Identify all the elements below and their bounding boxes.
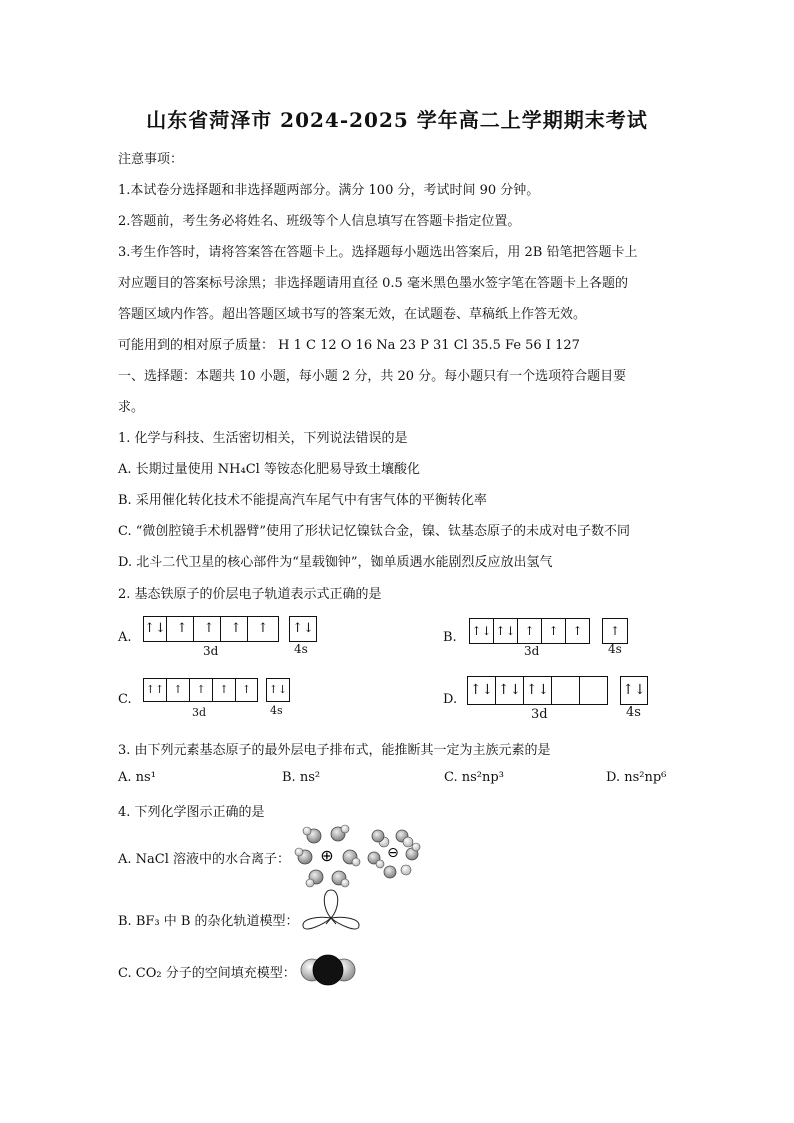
notice-item-3-line-3: 答题区域内作答。超出答题区域书写的答案无效，在试题卷、草稿纸上作答无效。 — [118, 307, 587, 322]
section-1-heading-cont: 求。 — [118, 400, 145, 415]
q2-option-c-4s-label: 4s — [270, 704, 283, 717]
notice-item-1: 1.本试卷分选择题和非选择题两部分。满分 100 分，考试时间 90 分钟。 — [118, 183, 540, 198]
notice-item-3-line-1: 3.考生作答时，请将答案答在答题卡上。选择题每小题选出答案后，用 2B 铅笔把答题卡上 — [118, 245, 638, 260]
orbital-cell: ↑↓ — [622, 682, 646, 698]
q1-option-a: A. 长期过量使用 NH₄Cl 等铵态化肥易导致土壤酸化 — [118, 462, 420, 477]
q2-option-a-3d-box — [143, 616, 279, 642]
orbital-cell: ↑↓ — [292, 621, 314, 636]
orbital-cell: ↑↓ — [268, 683, 288, 696]
q2-option-a-label: A. — [118, 630, 132, 645]
hydrated-ions-figure — [294, 822, 424, 888]
orbital-cell: ↑ — [190, 679, 213, 701]
orbital-cell: ↑ — [572, 624, 583, 638]
q2-option-b-4s-label: 4s — [608, 642, 622, 656]
q3-option-b: B. ns² — [282, 770, 321, 785]
q2-option-c-3d-label: 3d — [192, 706, 207, 719]
q3-option-d: D. ns²np⁶ — [606, 770, 667, 785]
orbital-cell: ↑↓ — [524, 677, 552, 704]
cation-cluster — [295, 825, 360, 887]
anion-cluster — [368, 830, 420, 878]
q3-option-c: C. ns²np³ — [444, 770, 504, 785]
q2-option-d-4s-box — [620, 676, 648, 705]
notice-heading: 注意事项： — [118, 152, 184, 167]
q1-option-b: B. 采用催化转化技术不能提高汽车尾气中有害气体的平衡转化率 — [118, 493, 487, 508]
orbital-cell: ↑↓ — [468, 677, 496, 704]
q2-option-d-3d-label: 3d — [531, 707, 548, 722]
orbital-cell — [580, 677, 607, 704]
orbital-cell: ↑↓ — [144, 617, 167, 641]
q1-stem: 1. 化学与科技、生活密切相关，下列说法错误的是 — [118, 431, 408, 446]
q2-option-c-4s-box — [266, 678, 290, 702]
orbital-cell: ↑ — [198, 617, 221, 641]
q2-option-b-3d-label: 3d — [524, 644, 540, 658]
q2-option-c-3d-box — [143, 678, 258, 702]
page-title: 山东省菏泽市 2024-2025 学年高二上学期期末考试 — [146, 108, 648, 132]
q4-stem: 4. 下列化学图示正确的是 — [118, 805, 265, 820]
q2-option-d-4s-label: 4s — [626, 705, 641, 720]
orbital-cell: ↑ — [241, 683, 252, 696]
q2-option-a-3d-label: 3d — [203, 644, 219, 658]
q2-option-d-label: D. — [443, 692, 458, 707]
q2-stem: 2. 基态铁原子的价层电子轨道表示式正确的是 — [118, 587, 382, 602]
q4-option-a: A. NaCl 溶液中的水合离子： — [118, 852, 291, 867]
orbital-cell: ↑ — [167, 679, 190, 701]
orbital-cell — [552, 677, 580, 704]
atomic-masses: 可能用到的相对原子质量： H 1 C 12 O 16 Na 23 P 31 Cl 35.5 Fe 56 I 127 — [118, 338, 580, 353]
co2-space-filling-model-figure — [300, 952, 356, 988]
q2-option-b-4s-box — [602, 618, 628, 644]
orbital-cell: ↑↓ — [470, 619, 494, 643]
orbital-cell: ↑ — [542, 619, 566, 643]
orbital-cell: ↑↓ — [496, 677, 524, 704]
cation-plus-sign: ⊕ — [320, 846, 334, 865]
q4-option-b: B. BF₃ 中 B 的杂化轨道模型： — [118, 914, 299, 929]
q1-option-d: D. 北斗二代卫星的核心部件为“星载铷钟”，铷单质遇水能剧烈反应放出氢气 — [118, 555, 553, 570]
orbital-cell: ↑ — [257, 621, 269, 636]
orbital-cell: ↑ — [609, 624, 621, 638]
anion-minus-sign: ⊖ — [387, 845, 399, 861]
q3-stem: 3. 由下列元素基态原子的最外层电子排布式，能推断其一定为主族元素的是 — [118, 743, 551, 758]
orbital-cell: ↑↓ — [494, 619, 518, 643]
q4-option-c: C. CO₂ 分子的空间填充模型： — [118, 966, 296, 981]
q2-option-b-3d-box — [469, 618, 590, 644]
q1-option-c: C. “微创腔镜手术机器臂”使用了形状记忆镍钛合金，镍、钛基态原子的未成对电子数不同 — [118, 524, 631, 539]
notice-item-2: 2.答题前，考生务必将姓名、班级等个人信息填写在答题卡指定位置。 — [118, 214, 521, 229]
q2-option-b-label: B. — [443, 630, 457, 645]
orbital-cell: ↑ — [213, 679, 236, 701]
q2-option-c-label: C. — [118, 692, 132, 707]
q2-option-a-4s-box — [289, 616, 317, 642]
orbital-cell: ↑ — [171, 617, 194, 641]
orbital-cell: ↑ — [518, 619, 542, 643]
orbital-cell: ↑↑ — [144, 679, 167, 701]
notice-item-3-line-2: 对应题目的答案标号涂黑；非选择题请用直径 0.5 毫米黑色墨水签字笔在答题卡上各题的 — [118, 276, 628, 291]
orbital-cell: ↑ — [225, 617, 248, 641]
q2-option-d-3d-box — [467, 676, 608, 705]
q2-option-a-4s-label: 4s — [294, 642, 308, 656]
sp2-orbital-model-figure — [300, 888, 362, 944]
q3-option-a: A. ns¹ — [118, 770, 156, 785]
section-1-heading: 一、选择题：本题共 10 小题，每小题 2 分，共 20 分。每小题只有一个选项符合题目要 — [118, 369, 627, 384]
